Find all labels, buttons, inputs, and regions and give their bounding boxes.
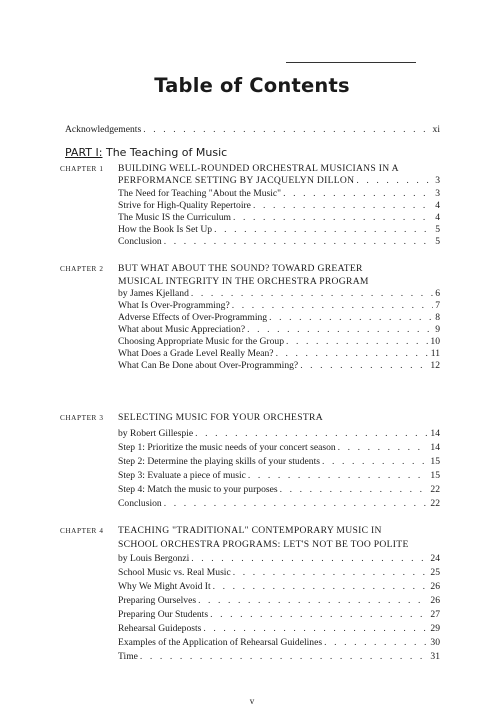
part-title: The Teaching of Music bbox=[105, 146, 228, 159]
toc-entry-label: What Is Over-Programming? bbox=[118, 300, 230, 311]
dot-leader bbox=[214, 224, 433, 236]
toc-entry-label: Conclusion bbox=[118, 236, 162, 247]
toc-entry-page: 31 bbox=[430, 651, 440, 662]
toc-entry-label: How the Book Is Set Up bbox=[118, 224, 213, 235]
dot-leader bbox=[286, 336, 428, 348]
toc-entry-label: Step 1: Prioritize the music needs of your concert season bbox=[118, 442, 336, 453]
dot-leader bbox=[253, 200, 433, 212]
dot-leader bbox=[213, 581, 429, 593]
dot-leader bbox=[248, 470, 429, 482]
toc-entry-label: Examples of the Application of Rehearsal Guidelines bbox=[118, 637, 323, 648]
chapter-title: MUSICAL INTEGRITY IN THE ORCHESTRA PROGRAM bbox=[118, 276, 369, 287]
chapter-author: by Robert Gillespie bbox=[118, 428, 194, 439]
dot-leader bbox=[143, 124, 430, 136]
toc-entry-label: Step 4: Match the music to your purposes bbox=[118, 484, 278, 495]
header-rule bbox=[286, 62, 416, 63]
toc-entry-page: 14 bbox=[430, 442, 440, 453]
toc-entry[interactable] bbox=[118, 651, 440, 663]
dot-leader bbox=[203, 623, 428, 635]
toc-entry-label: The Need for Teaching "About the Music" bbox=[118, 188, 282, 199]
toc-entry-page: 15 bbox=[430, 470, 440, 481]
dot-leader bbox=[247, 324, 433, 336]
dot-leader bbox=[338, 442, 429, 454]
toc-entry[interactable] bbox=[118, 212, 440, 224]
toc-entry[interactable] bbox=[118, 484, 440, 496]
toc-entry-label: Time bbox=[118, 651, 138, 662]
toc-entry-page: 6 bbox=[435, 288, 440, 299]
toc-entry[interactable] bbox=[118, 224, 440, 236]
toc-entry[interactable] bbox=[118, 595, 440, 607]
toc-entry[interactable] bbox=[118, 442, 440, 454]
toc-entry[interactable] bbox=[118, 188, 440, 200]
toc-entry-page: 22 bbox=[430, 484, 440, 495]
chapter-title: TEACHING "TRADITIONAL" CONTEMPORARY MUSIC IN bbox=[118, 525, 382, 536]
page-title: Table of Contents bbox=[154, 74, 350, 97]
dot-leader bbox=[232, 300, 434, 312]
toc-chapter-title-line[interactable] bbox=[118, 175, 440, 187]
toc-entry-page: 5 bbox=[435, 236, 440, 247]
toc-entry[interactable] bbox=[118, 470, 440, 482]
toc-entry-page: 15 bbox=[430, 456, 440, 467]
toc-entry[interactable] bbox=[118, 336, 440, 348]
part-label: PART I: bbox=[65, 146, 103, 159]
toc-entry-label: Rehearsal Guideposts bbox=[118, 623, 202, 634]
toc-entry-page: 10 bbox=[430, 336, 440, 347]
toc-entry-label: Why We Might Avoid It bbox=[118, 581, 211, 592]
toc-entry-label: Step 3: Evaluate a piece of music bbox=[118, 470, 246, 481]
toc-entry-page: 29 bbox=[430, 623, 440, 634]
toc-entry-page: 26 bbox=[430, 581, 440, 592]
chapter-label: CHAPTER 2 bbox=[60, 265, 104, 273]
toc-entry-page: 5 bbox=[435, 224, 440, 235]
toc-entry-page: 12 bbox=[430, 360, 440, 371]
toc-entry-label: Preparing Ourselves bbox=[118, 595, 197, 606]
toc-entry[interactable] bbox=[118, 360, 440, 372]
toc-entry-label: Adverse Effects of Over-Programming bbox=[118, 312, 268, 323]
toc-entry-label: Step 2: Determine the playing skills of your students bbox=[118, 456, 320, 467]
toc-entry-page: 3 bbox=[435, 188, 440, 199]
dot-leader bbox=[140, 651, 428, 663]
toc-entry-page: 4 bbox=[435, 212, 440, 223]
toc-entry[interactable] bbox=[118, 300, 440, 312]
toc-chapter-author-line[interactable] bbox=[118, 288, 440, 300]
toc-entry[interactable] bbox=[118, 348, 440, 360]
chapter-title: SELECTING MUSIC FOR YOUR ORCHESTRA bbox=[118, 412, 323, 423]
toc-entry-label: What Does a Grade Level Really Mean? bbox=[118, 348, 274, 359]
toc-entry-label: Conclusion bbox=[118, 498, 162, 509]
toc-entry-label: Preparing Our Students bbox=[118, 609, 209, 620]
dot-leader bbox=[191, 288, 433, 300]
toc-entry[interactable] bbox=[118, 609, 440, 621]
toc-entry[interactable] bbox=[118, 236, 440, 248]
toc-entry-page: xi bbox=[432, 124, 440, 135]
dot-leader bbox=[300, 360, 428, 372]
toc-entry-page: 9 bbox=[435, 324, 440, 335]
dot-leader bbox=[322, 456, 428, 468]
chapter-title: SCHOOL ORCHESTRA PROGRAMS: LET'S NOT BE TOO POLITE bbox=[118, 539, 409, 550]
toc-entry[interactable] bbox=[118, 312, 440, 324]
toc-entry[interactable] bbox=[118, 498, 440, 510]
chapter-author: by James Kjelland bbox=[118, 288, 189, 299]
dot-leader bbox=[233, 212, 433, 224]
dot-leader bbox=[356, 175, 433, 187]
toc-entry-page: 27 bbox=[430, 609, 440, 620]
toc-entry-page: 14 bbox=[430, 428, 440, 439]
chapter-label: CHAPTER 1 bbox=[60, 165, 104, 173]
toc-entry-page: 11 bbox=[430, 348, 440, 359]
dot-leader bbox=[191, 553, 428, 565]
toc-entry-page: 22 bbox=[430, 498, 440, 509]
toc-entry-page: 7 bbox=[435, 300, 440, 311]
part-heading bbox=[65, 146, 227, 159]
toc-chapter-author-line[interactable] bbox=[118, 553, 440, 565]
chapter-title: BUT WHAT ABOUT THE SOUND? TOWARD GREATER bbox=[118, 263, 363, 274]
toc-entry-label: The Music IS the Curriculum bbox=[118, 212, 231, 223]
toc-entry-page: 30 bbox=[430, 637, 440, 648]
dot-leader bbox=[198, 595, 428, 607]
chapter-title: PERFORMANCE SETTING BY JACQUELYN DILLON bbox=[118, 175, 355, 186]
toc-chapter-author-line[interactable] bbox=[118, 428, 440, 440]
toc-entry[interactable] bbox=[118, 623, 440, 635]
toc-entry[interactable] bbox=[118, 567, 440, 579]
dot-leader bbox=[195, 428, 428, 440]
chapter-title: BUILDING WELL-ROUNDED ORCHESTRAL MUSICIANS IN A bbox=[118, 163, 399, 174]
chapter-label: CHAPTER 4 bbox=[60, 527, 104, 535]
dot-leader bbox=[324, 637, 428, 649]
toc-entry[interactable] bbox=[118, 324, 440, 336]
dot-leader bbox=[164, 236, 433, 248]
dot-leader bbox=[283, 188, 433, 200]
toc-entry-page: 4 bbox=[435, 200, 440, 211]
toc-entry[interactable] bbox=[118, 581, 440, 593]
toc-entry[interactable] bbox=[118, 200, 440, 212]
toc-entry-label: What about Music Appreciation? bbox=[118, 324, 246, 335]
toc-entry-page: 26 bbox=[430, 595, 440, 606]
toc-entry-page: 8 bbox=[435, 312, 440, 323]
toc-entry-acknowledgements[interactable] bbox=[65, 124, 440, 136]
dot-leader bbox=[276, 348, 429, 360]
toc-entry-label: Acknowledgements bbox=[65, 124, 142, 135]
toc-entry-page: 3 bbox=[435, 175, 440, 186]
dot-leader bbox=[233, 567, 429, 579]
page-number: v bbox=[249, 696, 255, 706]
toc-entry-label: Strive for High-Quality Repertoire bbox=[118, 200, 251, 211]
toc-entry-label: What Can Be Done about Over-Programming? bbox=[118, 360, 299, 371]
dot-leader bbox=[280, 484, 429, 496]
toc-entry-label: School Music vs. Real Music bbox=[118, 567, 231, 578]
toc-entry-label: Choosing Appropriate Music for the Group bbox=[118, 336, 285, 347]
dot-leader bbox=[210, 609, 428, 621]
chapter-label: CHAPTER 3 bbox=[60, 414, 104, 422]
toc-entry[interactable] bbox=[118, 637, 440, 649]
dot-leader bbox=[164, 498, 429, 510]
toc-entry[interactable] bbox=[118, 456, 440, 468]
chapter-author: by Louis Bergonzi bbox=[118, 553, 190, 564]
toc-entry-page: 25 bbox=[430, 567, 440, 578]
dot-leader bbox=[269, 312, 433, 324]
toc-entry-page: 24 bbox=[430, 553, 440, 564]
